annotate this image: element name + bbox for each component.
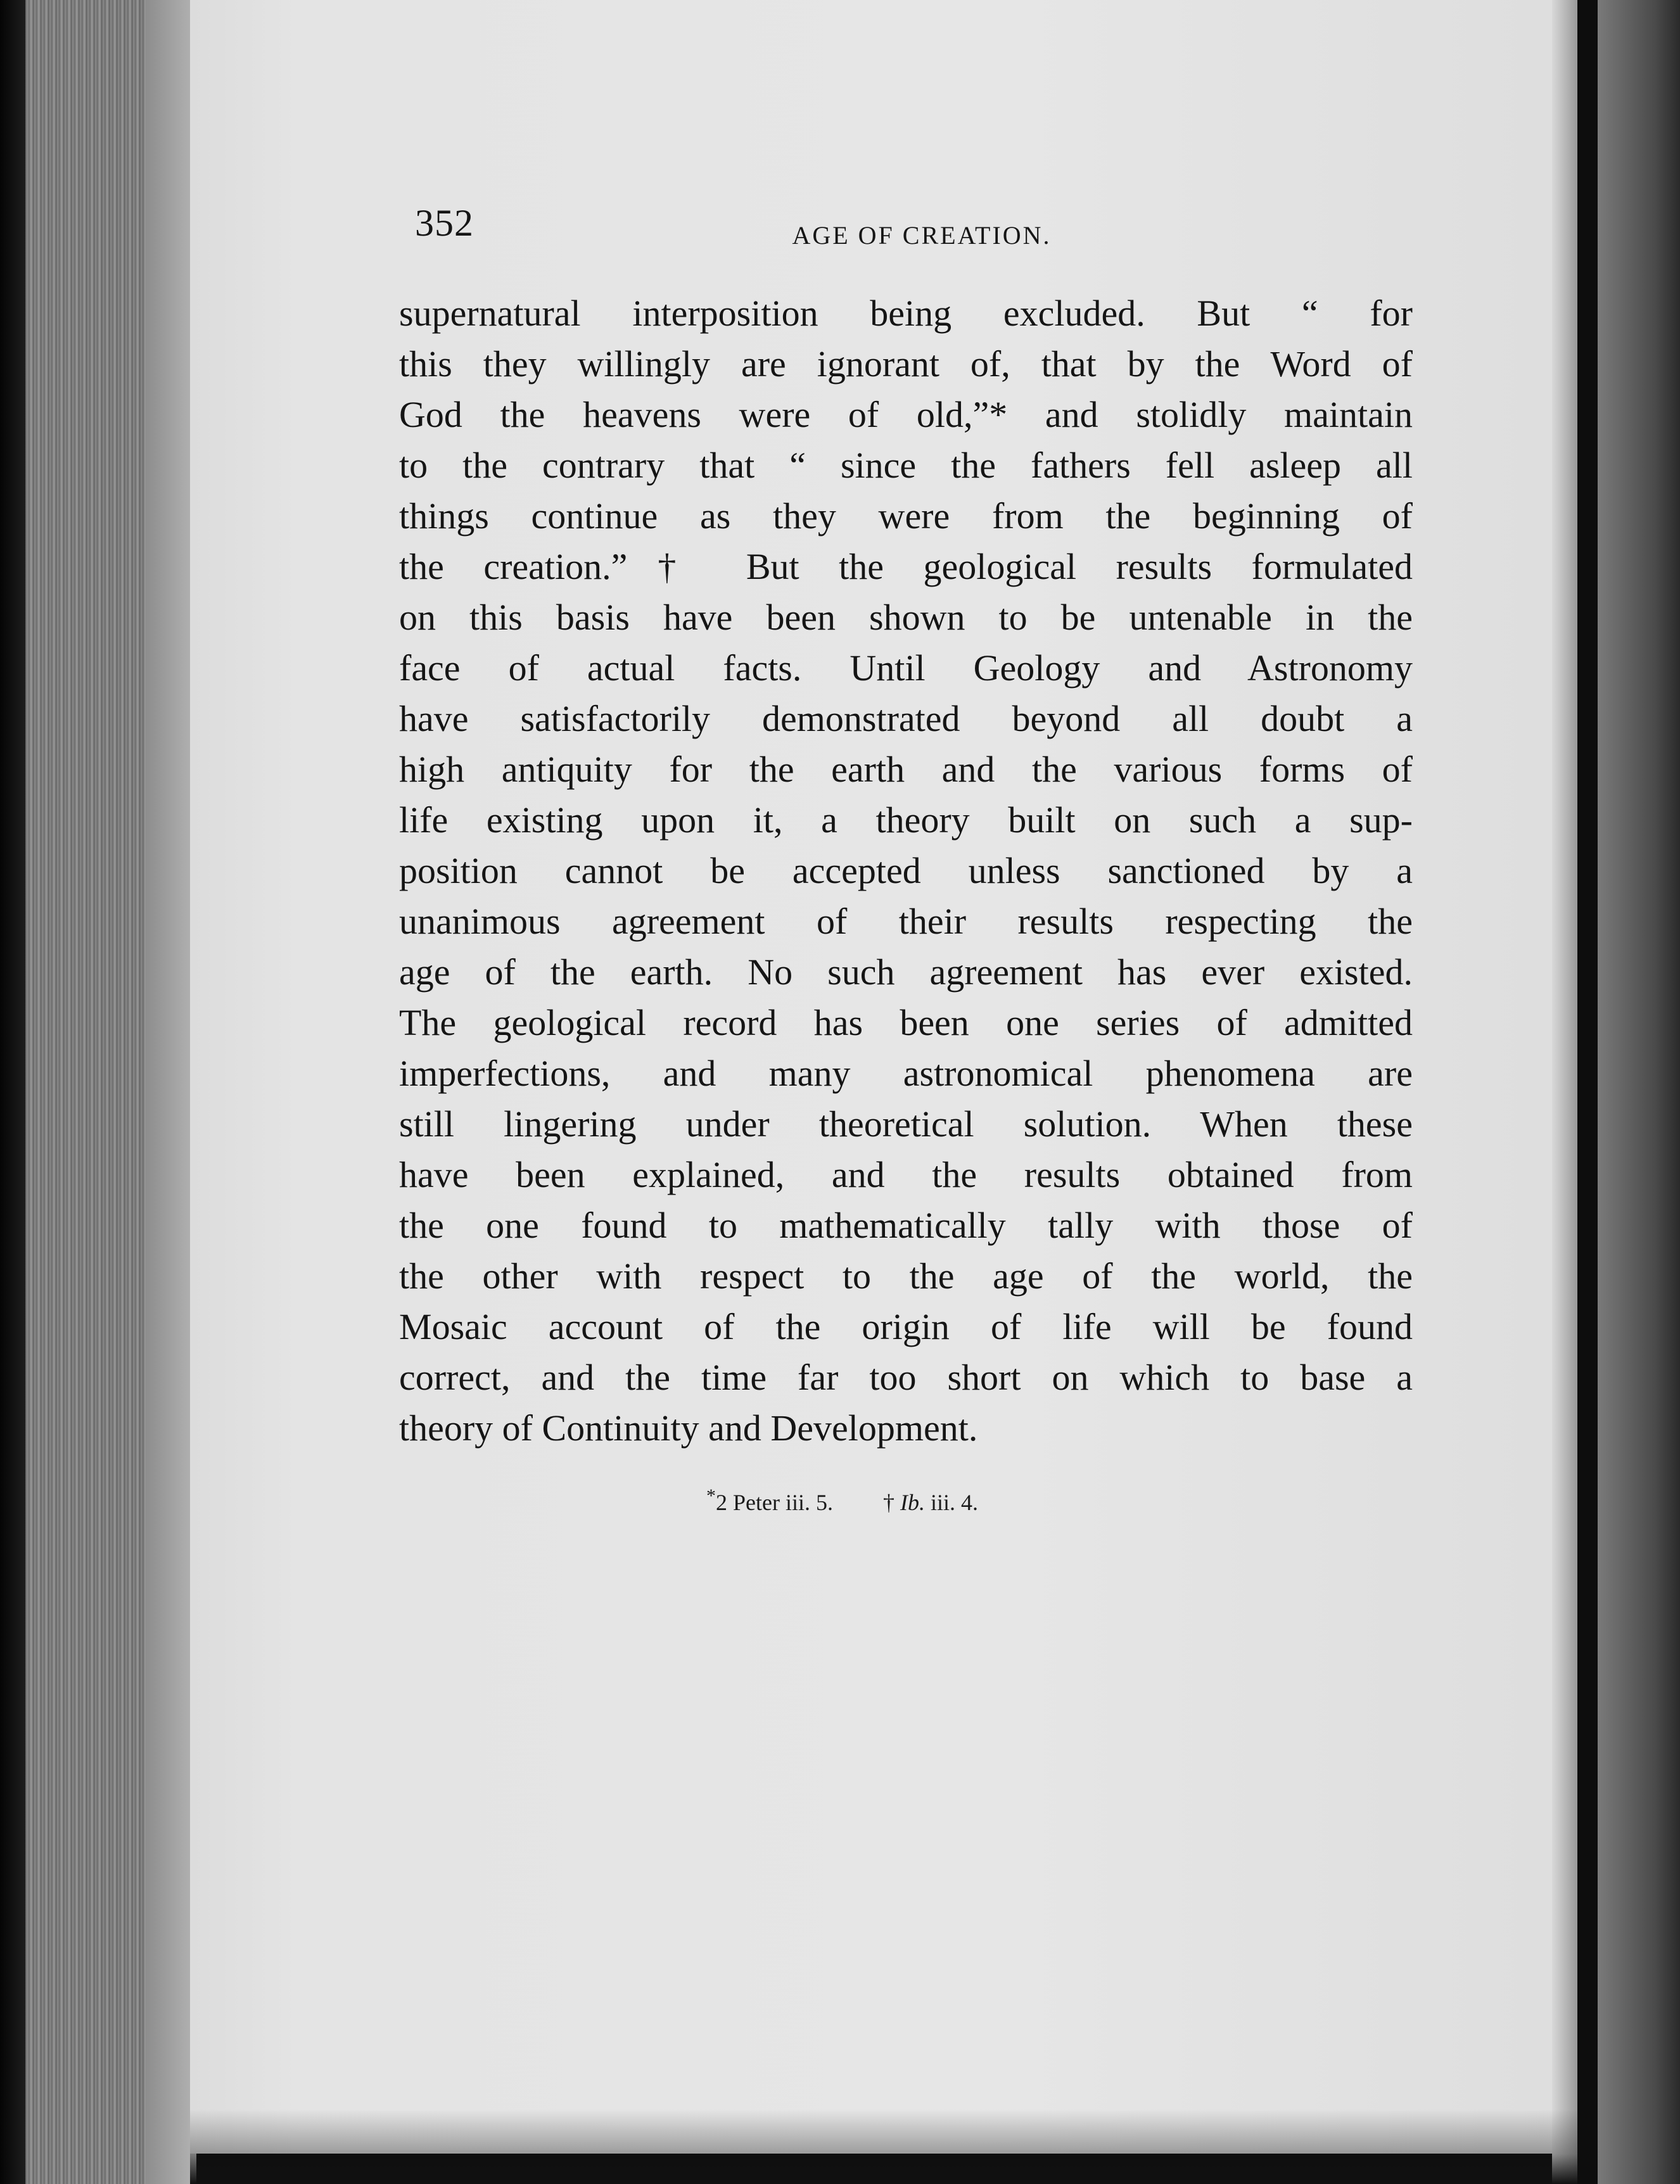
text-line: supernatural interposition being excluded. But “ for — [399, 293, 1413, 334]
text-line: theory of Continuity and Development. — [399, 1407, 978, 1449]
text-line: correct, and the time far too short on which to base a — [399, 1357, 1413, 1398]
page-number: 352 — [415, 202, 474, 244]
text-line: God the heavens were of old,”* and stolidly maintain — [399, 394, 1413, 435]
text-line: face of actual facts. Until Geology and Astronomy — [399, 647, 1413, 689]
text-line: things continue as they were from the beginning of — [399, 495, 1413, 536]
text-line: have been explained, and the results obtained from — [399, 1154, 1413, 1195]
text-line: the creation.”† But the geological results formulated — [399, 546, 1413, 587]
footnote-reference: Ib. — [900, 1490, 925, 1515]
text-line: unanimous agreement of their results respecting the — [399, 901, 1413, 942]
page-edge-highlight — [146, 0, 196, 2184]
body-text — [399, 288, 1413, 1454]
footnote-1 — [706, 1485, 833, 1515]
footnote-marker: * — [706, 1485, 716, 1506]
footnotes — [706, 1485, 978, 1516]
text-line: life existing upon it, a theory built on such a sup- — [399, 799, 1413, 841]
text-line: have satisfactorily demonstrated beyond all doubt a — [399, 698, 1413, 739]
text-line: the other with respect to the age of the world, the — [399, 1255, 1413, 1297]
text-line: still lingering under theoretical solution. When these — [399, 1103, 1413, 1145]
text-line: imperfections, and many astronomical phenomena are — [399, 1053, 1413, 1094]
text-line: position cannot be accepted unless sanctioned by a — [399, 850, 1413, 891]
binding-shadow — [1577, 0, 1598, 2184]
text-line: high antiquity for the earth and the various forms of — [399, 749, 1413, 790]
text-line: the one found to mathematically tally with those of — [399, 1205, 1413, 1246]
text-line: to the contrary that “ since the fathers fell asleep all — [399, 445, 1413, 486]
running-head: AGE OF CREATION. — [792, 221, 1052, 250]
footnote-text: iii. 4. — [924, 1490, 978, 1515]
footnote-marker: † — [882, 1490, 894, 1515]
adjacent-page-edge — [1598, 0, 1680, 2184]
text-line: age of the earth. No such agreement has ever existed. — [399, 951, 1413, 993]
text-line: on this basis have been shown to be untenable in the — [399, 597, 1413, 638]
page-gutter — [1552, 0, 1577, 2184]
footnote-text: 2 Peter iii. 5. — [716, 1490, 833, 1515]
text-line: The geological record has been one series of admitted — [399, 1002, 1413, 1043]
text-line: this they willingly are ignorant of, that by the Word of — [399, 343, 1413, 384]
text-line: Mosaic account of the origin of life will be found — [399, 1306, 1413, 1347]
footnote-2 — [883, 1490, 978, 1515]
page-bottom-shadow — [190, 2109, 1577, 2184]
page-header — [415, 201, 1086, 252]
